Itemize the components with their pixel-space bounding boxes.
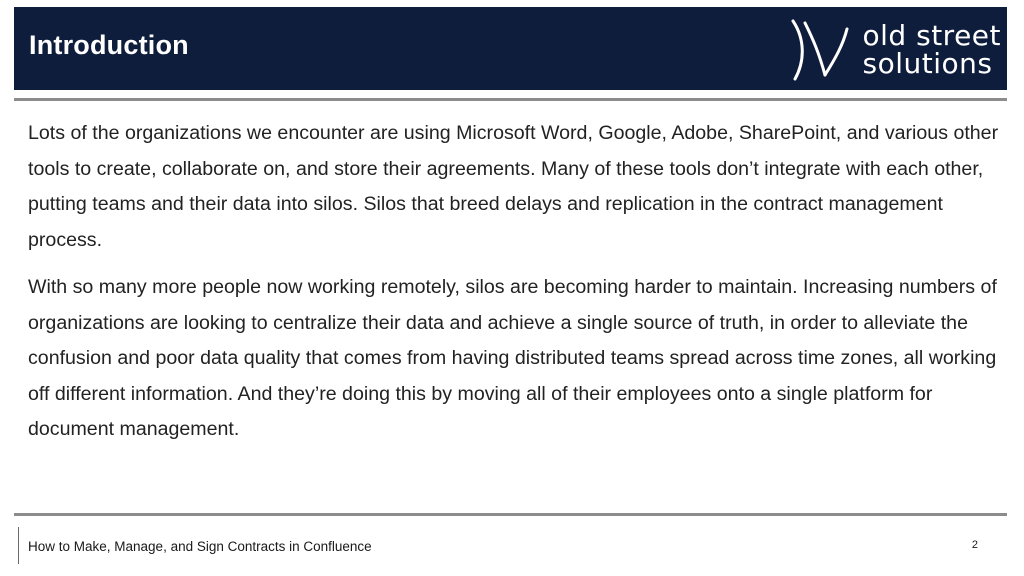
logo-mark-icon	[787, 19, 851, 81]
footer-divider	[14, 513, 1007, 516]
header-divider	[14, 98, 1007, 101]
logo-line-1: old street	[862, 19, 1001, 52]
page-number: 2	[971, 539, 978, 551]
body-paragraph-2: With so many more people now working remotely, silos are becoming harder to maintain. Increasing numbers of organizations are looking to centralize their data and achieve a single source of truth, in order to alleviate the confusion and poor data quality that comes from having distributed teams spread across time zones, all working off different information. And they’re doing this by moving all of their employees onto a single platform for document management.	[28, 276, 997, 440]
logo-wordmark	[862, 19, 1001, 80]
logo-line-2: solutions	[862, 47, 993, 80]
footer-title: How to Make, Manage, and Sign Contracts in Confluence	[28, 539, 372, 554]
body-content	[28, 116, 1018, 460]
body-paragraph-1: Lots of the organizations we encounter are using Microsoft Word, Google, Adobe, SharePoint, and various other tools to create, collaborate on, and store their agreements. Many of these tools don’t integrate with each other, putting teams and their data into silos. Silos that breed delays and replication in the contract management process.	[28, 122, 999, 251]
footer-vertical-rule	[18, 527, 19, 564]
slide-title: Introduction	[29, 30, 189, 60]
header-bar	[14, 7, 1007, 90]
company-logo	[787, 17, 1001, 83]
